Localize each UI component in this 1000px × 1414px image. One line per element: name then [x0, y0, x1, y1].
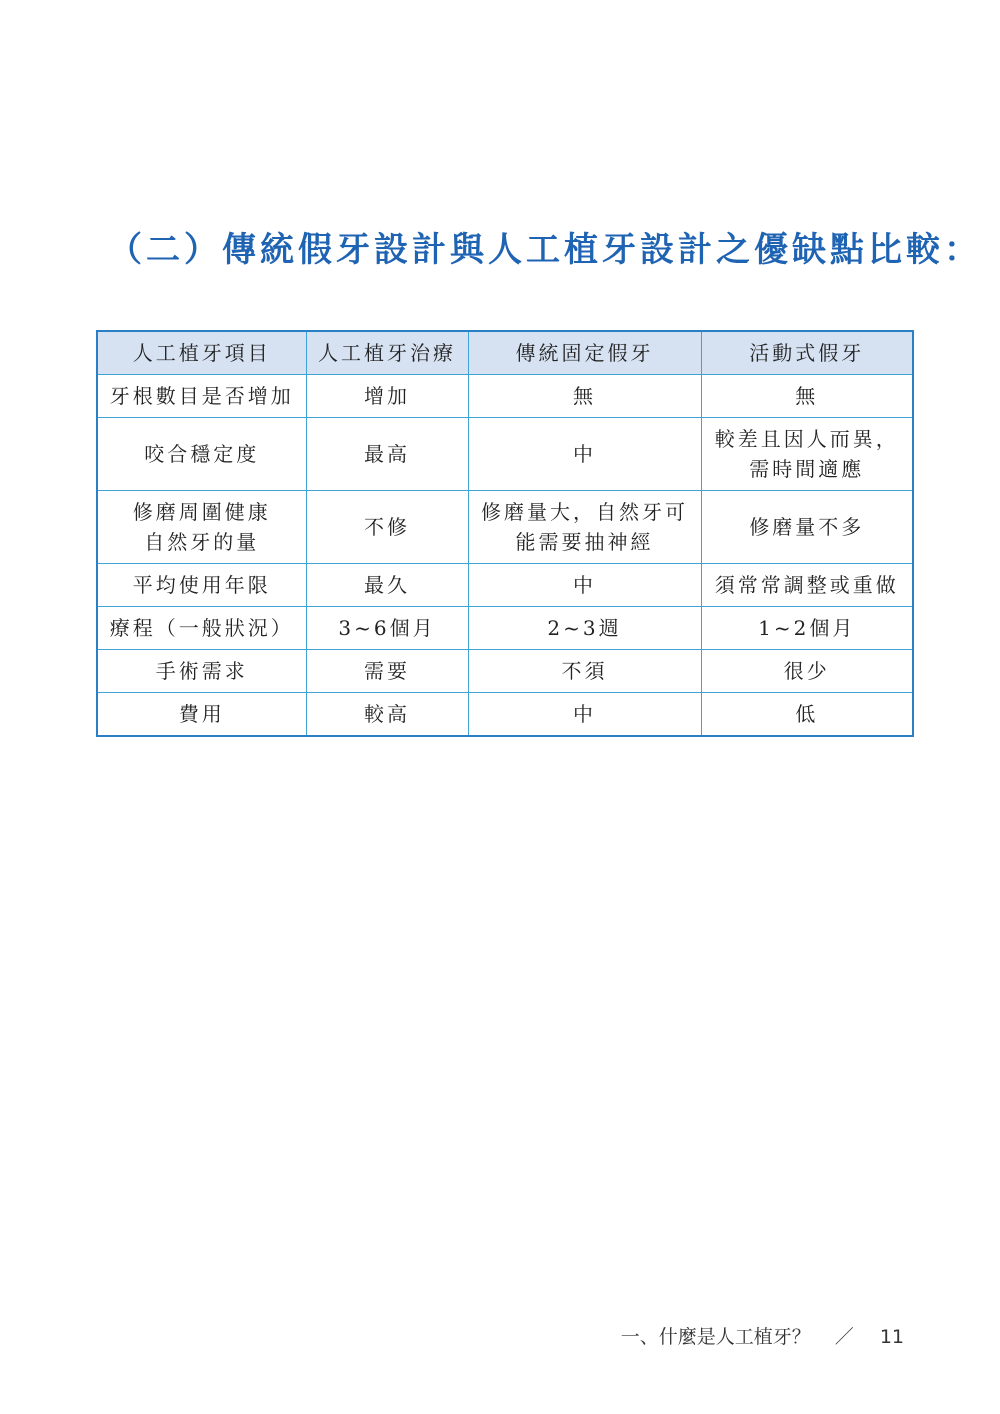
table-cell: 很少	[701, 650, 913, 693]
table-cell: 無	[701, 375, 913, 418]
table-row	[97, 693, 913, 737]
page-footer	[621, 1322, 904, 1349]
table-cell: 無	[468, 375, 701, 418]
table-cell: 中	[468, 418, 701, 491]
table-row	[97, 491, 913, 564]
footer-separator: ／	[834, 1326, 854, 1348]
table-cell: 修磨周圍健康 自然牙的量	[97, 491, 306, 564]
table-cell: 平均使用年限	[97, 564, 306, 607]
table-cell: 不須	[468, 650, 701, 693]
header-cell-removable-denture: 活動式假牙	[701, 331, 913, 375]
table-row	[97, 650, 913, 693]
table-row	[97, 564, 913, 607]
table-cell: 中	[468, 693, 701, 737]
table-cell: 手術需求	[97, 650, 306, 693]
table-cell: 需要	[306, 650, 468, 693]
table-row	[97, 375, 913, 418]
table-cell: 牙根數目是否增加	[97, 375, 306, 418]
footer-chapter-title: 一、什麼是人工植牙？	[620, 1326, 811, 1348]
table-cell: 須常常調整或重做	[701, 564, 913, 607]
header-cell-fixed-denture: 傳統固定假牙	[468, 331, 701, 375]
comparison-table-container	[96, 330, 912, 737]
table-cell: 不修	[306, 491, 468, 564]
table-cell: 最高	[306, 418, 468, 491]
table-row	[97, 418, 913, 491]
table-cell: 3~6個月	[306, 607, 468, 650]
table-cell: 最久	[306, 564, 468, 607]
table-cell: 咬合穩定度	[97, 418, 306, 491]
table-row	[97, 607, 913, 650]
header-cell-implant: 人工植牙治療	[306, 331, 468, 375]
table-cell: 中	[468, 564, 701, 607]
table-cell: 2~3週	[468, 607, 701, 650]
header-cell-item: 人工植牙項目	[97, 331, 306, 375]
table-cell: 修磨量不多	[701, 491, 913, 564]
table-cell: 費用	[97, 693, 306, 737]
table-cell: 較差且因人而異， 需時間適應	[701, 418, 913, 491]
table-header-row	[97, 331, 913, 375]
page-number: 11	[879, 1326, 904, 1348]
table-cell: 增加	[306, 375, 468, 418]
comparison-table	[96, 330, 914, 737]
table-cell: 修磨量大，自然牙可 能需要抽神經	[468, 491, 701, 564]
table-cell: 療程（一般狀況）	[97, 607, 306, 650]
table-cell: 1~2個月	[701, 607, 913, 650]
table-cell: 低	[701, 693, 913, 737]
table-cell: 較高	[306, 693, 468, 737]
page-title: （二）傳統假牙設計與人工植牙設計之優缺點比較：	[108, 230, 982, 270]
